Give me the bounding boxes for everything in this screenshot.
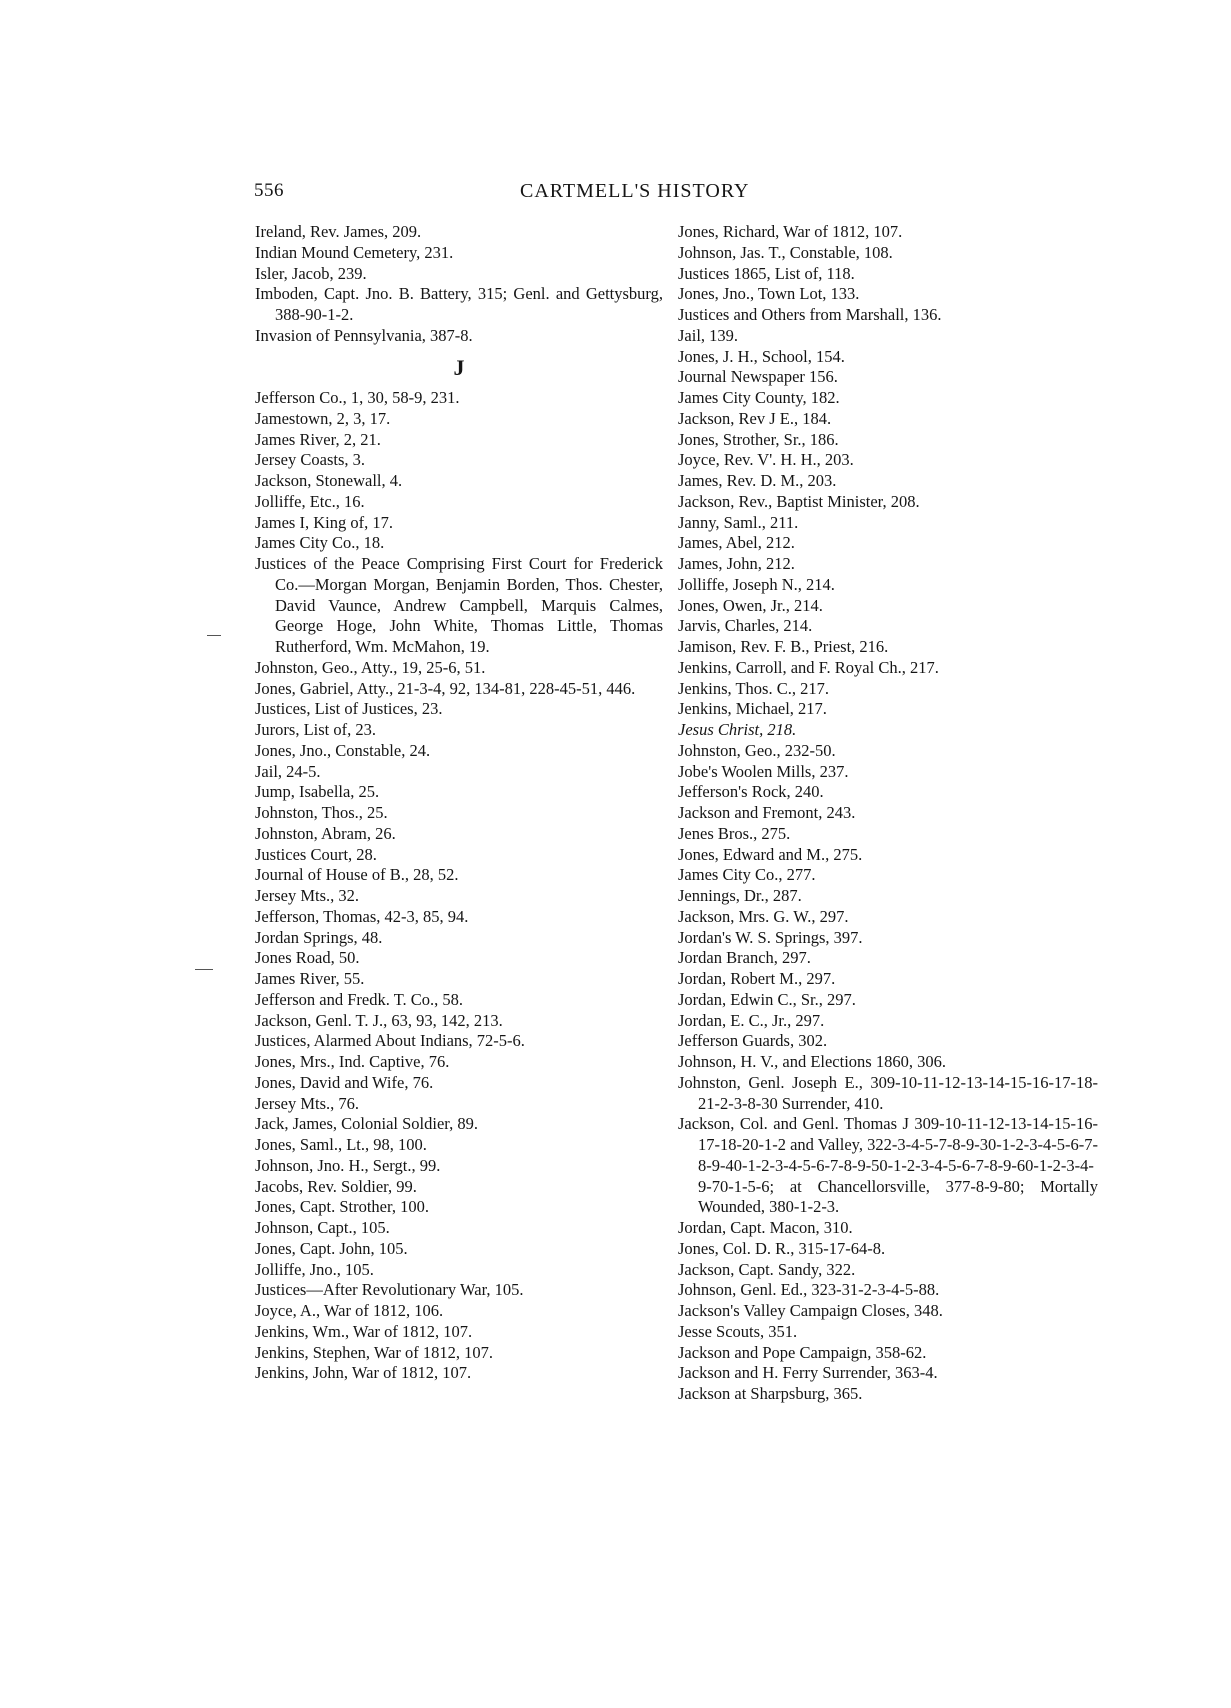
index-entry: Jennings, Dr., 287.	[678, 886, 802, 905]
page-header	[0, 180, 1231, 208]
index-entry: Jobe's Woolen Mills, 237.	[678, 761, 849, 781]
index-entry: Jones, Saml., Lt., 98, 100.	[255, 1135, 427, 1154]
index-entry: Jackson, Mrs. G. W., 297.	[678, 906, 849, 926]
index-entry: Jackson, Stonewall, 4.	[255, 471, 403, 490]
index-entry: Jenkins, John, War of 1812, 107.	[255, 1363, 472, 1383]
index-column-right	[678, 222, 1098, 1405]
index-entry: Jones, Gabriel, Atty., 21-3-4, 92, 134-81, 228-45-51, 446.	[255, 678, 636, 698]
index-entry: Jenkins, Carroll, and F. Royal Ch., 217.	[678, 657, 939, 677]
index-entry: Johnston, Geo., 232-50.	[678, 740, 836, 760]
index-entry: Justices—After Revolutionary War, 105.	[255, 1280, 524, 1300]
index-entry: Jenkins, Michael, 217.	[678, 699, 827, 719]
index-entry: Jones, Capt. John, 105.	[255, 1238, 408, 1258]
index-entry: Jordan, Robert M., 297.	[678, 969, 836, 988]
index-entry: Justices and Others from Marshall, 136.	[678, 305, 942, 324]
index-entry: Jordan Springs, 48.	[255, 927, 383, 947]
index-entry: Jones, Owen, Jr., 214.	[678, 595, 823, 615]
index-entry: James, Rev. D. M., 203.	[678, 471, 837, 490]
index-entry: Jones, David and Wife, 76.	[255, 1072, 434, 1092]
index-entry: Jones, Richard, War of 1812, 107.	[678, 222, 903, 241]
index-entry: Jones, Capt. Strother, 100.	[255, 1197, 429, 1217]
index-entry: Jackson, Col. and Genl. Thomas J 309-10-11-12-13-14-15-16-17-18-20-1-2 and Valley, 322-3-4-5-7-8-9-30-1-2-3-4-5-6-7-8-9-40-1-2-3-4-5-6-7-8-9-50-1-2-3-4-5-6-7-8-9-60-1-2-3-4-9-70-1-5-6; at Chancellorsville, 377-8-9-80; Mortally Wounded, 380-1-2-3.	[678, 1114, 1099, 1217]
margin-mark	[207, 635, 221, 636]
index-entry: Jackson and H. Ferry Surrender, 363-4.	[678, 1363, 938, 1383]
index-entry: Jack, James, Colonial Soldier, 89.	[255, 1114, 478, 1134]
index-entries-j-continued	[678, 222, 1098, 1405]
index-entry: Jersey Mts., 76.	[255, 1093, 360, 1113]
index-entry: Jackson's Valley Campaign Closes, 348.	[678, 1301, 943, 1320]
index-entries-j	[255, 388, 663, 1384]
index-entry: Indian Mound Cemetery, 231.	[255, 242, 454, 262]
index-entry: Jones, Mrs., Ind. Captive, 76.	[255, 1052, 450, 1071]
index-entry: James City Co., 277.	[678, 865, 816, 885]
index-entry: Johnston, Geo., Atty., 19, 25-6, 51.	[255, 657, 486, 677]
index-entry: Johnson, H. V., and Elections 1860, 306.	[678, 1052, 946, 1071]
index-entry: Jolliffe, Joseph N., 214.	[678, 574, 835, 594]
index-entry: Jackson, Genl. T. J., 63, 93, 142, 213.	[255, 1010, 503, 1030]
index-entry: Johnston, Genl. Joseph E., 309-10-11-12-13-14-15-16-17-18-21-2-3-8-30 Surrender, 410.	[678, 1072, 1098, 1113]
index-entry: Jolliffe, Jno., 105.	[255, 1259, 374, 1279]
index-entry: Imboden, Capt. Jno. B. Battery, 315; Genl. and Gettysburg, 388-90-1-2.	[255, 284, 663, 324]
index-entry: Journal of House of B., 28, 52.	[255, 865, 459, 885]
index-entry: Johnson, Jno. H., Sergt., 99.	[255, 1155, 441, 1175]
index-entry: Jefferson Co., 1, 30, 58-9, 231.	[255, 388, 460, 407]
index-entry: Janny, Saml., 211.	[678, 512, 799, 532]
index-entry: Jersey Coasts, 3.	[255, 450, 365, 470]
index-entry: James, John, 212.	[678, 554, 795, 573]
index-entry: Jefferson and Fredk. T. Co., 58.	[255, 989, 464, 1009]
index-entry: James I, King of, 17.	[255, 512, 393, 532]
index-entry: Justices 1865, List of, 118.	[678, 263, 855, 283]
index-entry: Jackson, Rev., Baptist Minister, 208.	[678, 491, 920, 511]
index-entry: Jordan's W. S. Springs, 397.	[678, 927, 863, 947]
index-entry: Jones Road, 50.	[255, 948, 360, 968]
index-entry: Jersey Mts., 32.	[255, 886, 360, 905]
index-entry: Justices, List of Justices, 23.	[255, 699, 443, 719]
index-entry: James City Co., 18.	[255, 533, 385, 553]
index-entry: Isler, Jacob, 239.	[255, 263, 367, 283]
index-entry: Ireland, Rev. James, 209.	[255, 222, 422, 241]
index-entry: Jacobs, Rev. Soldier, 99.	[255, 1176, 417, 1196]
index-entry: Jefferson, Thomas, 42-3, 85, 94.	[255, 906, 469, 926]
index-column-left	[255, 222, 663, 1384]
index-entry: Jackson and Fremont, 243.	[678, 803, 856, 822]
index-entry: Jones, Col. D. R., 315-17-64-8.	[678, 1238, 886, 1258]
index-entry: Jackson, Capt. Sandy, 322.	[678, 1259, 856, 1279]
index-entry: Jordan, Capt. Macon, 310.	[678, 1218, 853, 1237]
index-entry: Johnson, Capt., 105.	[255, 1218, 390, 1237]
index-entry: Jolliffe, Etc., 16.	[255, 491, 365, 511]
index-entry: Jordan Branch, 297.	[678, 948, 811, 968]
index-entry: Justices of the Peace Comprising First Court for Frederick Co.—Morgan Morgan, Benjamin Borden, Thos. Chester, David Vaunce, Andrew Campbell, Marquis Calmes, George Hoge, John White, Thomas Little, Thomas Rutherford, Wm. McMahon, 19.	[255, 554, 663, 656]
index-entry: Jones, J. H., School, 154.	[678, 346, 845, 366]
index-entry: James City County, 182.	[678, 388, 840, 407]
index-entry: Jones, Jno., Constable, 24.	[255, 740, 431, 760]
index-entry: Jones, Strother, Sr., 186.	[678, 429, 839, 449]
index-entry: Joyce, A., War of 1812, 106.	[255, 1301, 444, 1320]
index-entry: Jesse Scouts, 351.	[678, 1321, 798, 1341]
index-entry: Jackson and Pope Campaign, 358-62.	[678, 1342, 927, 1362]
index-entry: Jones, Edward and M., 275.	[678, 844, 863, 864]
index-entry: Journal Newspaper 156.	[678, 367, 838, 387]
index-entry: Jesus Christ, 218.	[678, 720, 797, 739]
index-entry: Jamison, Rev. F. B., Priest, 216.	[678, 637, 889, 656]
index-entry: Jail, 24-5.	[255, 761, 321, 781]
index-entry: Invasion of Pennsylvania, 387-8.	[255, 325, 473, 345]
index-entry: James, Abel, 212.	[678, 533, 795, 553]
index-entry: Johnston, Abram, 26.	[255, 823, 396, 843]
index-entry: Jenkins, Stephen, War of 1812, 107.	[255, 1342, 494, 1362]
index-entry: Jurors, List of, 23.	[255, 720, 376, 739]
index-entry: Jordan, Edwin C., Sr., 297.	[678, 989, 856, 1009]
index-entry: Jefferson's Rock, 240.	[678, 782, 824, 802]
index-entry: Jenes Bros., 275.	[678, 823, 791, 843]
index-entry: Jackson at Sharpsburg, 365.	[678, 1384, 863, 1403]
index-entry: James River, 2, 21.	[255, 429, 381, 449]
index-entry: Johnson, Jas. T., Constable, 108.	[678, 242, 893, 262]
index-entry: Justices, Alarmed About Indians, 72-5-6.	[255, 1031, 525, 1051]
section-letter-heading: J	[453, 354, 465, 380]
index-entry: James River, 55.	[255, 969, 365, 988]
index-entry: Jail, 139.	[678, 325, 739, 345]
margin-mark	[195, 969, 213, 970]
index-entry: Jump, Isabella, 25.	[255, 782, 380, 802]
index-entry: Johnston, Thos., 25.	[255, 803, 388, 822]
index-entry: Jones, Jno., Town Lot, 133.	[678, 284, 860, 304]
running-head: CARTMELL'S HISTORY	[520, 180, 750, 202]
index-entry: Johnson, Genl. Ed., 323-31-2-3-4-5-88.	[678, 1280, 940, 1300]
index-entry: Jackson, Rev J E., 184.	[678, 408, 832, 428]
index-entry: Justices Court, 28.	[255, 844, 377, 864]
index-entry: Jefferson Guards, 302.	[678, 1031, 828, 1051]
index-entry: Joyce, Rev. V'. H. H., 203.	[678, 450, 854, 470]
index-entry: Jenkins, Wm., War of 1812, 107.	[255, 1321, 473, 1341]
index-entries-i	[255, 222, 663, 347]
index-entry: Jenkins, Thos. C., 217.	[678, 678, 829, 698]
page-number: 556	[254, 180, 284, 201]
index-entry: Jamestown, 2, 3, 17.	[255, 408, 391, 428]
index-entry: Jarvis, Charles, 214.	[678, 616, 813, 636]
index-entry: Jordan, E. C., Jr., 297.	[678, 1010, 825, 1030]
